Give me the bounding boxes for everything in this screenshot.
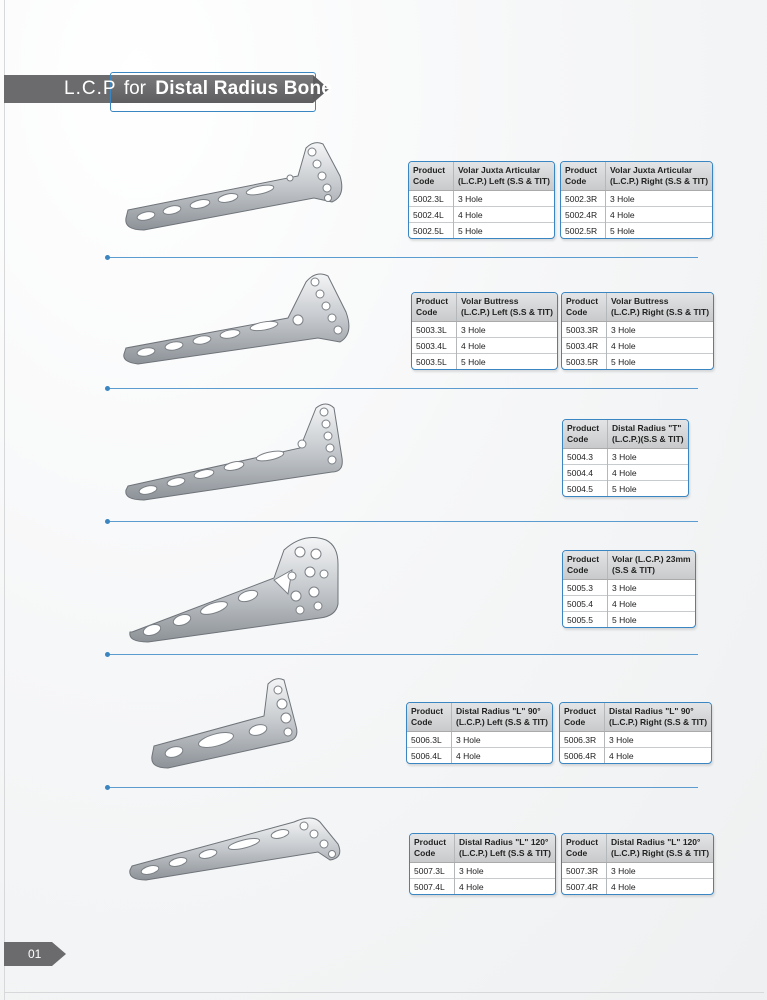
header-product-code: Product Code	[410, 834, 455, 863]
header-description: Volar Buttress (L.C.P.) Left (S.S & TIT)	[457, 293, 557, 322]
section-divider	[108, 787, 698, 788]
table-row: 5003.5L 5 Hole	[412, 354, 557, 370]
header-product-code: Product Code	[409, 162, 454, 191]
table-row: 5003.5R 5 Hole	[562, 354, 713, 370]
header-product-code: Product Code	[563, 551, 608, 580]
product-table-5002-right	[560, 161, 713, 239]
table-row: 5004.3 3 Hole	[563, 449, 688, 465]
header-description: Volar (L.C.P.) 23mm (S.S & TIT)	[608, 551, 695, 580]
product-table-5007-right	[561, 833, 714, 895]
header-product-code: Product Code	[412, 293, 457, 322]
table-row: 5007.3L 3 Hole	[410, 863, 555, 879]
table-row: 5002.5L 5 Hole	[409, 223, 554, 239]
product-table-5003-left	[411, 292, 558, 370]
table-row: 5002.5R 5 Hole	[561, 223, 712, 239]
plate-image-juxta-articular	[118, 138, 348, 234]
table-row: 5005.5 5 Hole	[563, 612, 695, 628]
product-table-5006-right	[559, 702, 712, 764]
table-row: 5002.4R 4 Hole	[561, 207, 712, 223]
table-row: 5006.3L 3 Hole	[407, 732, 552, 748]
product-table-5007-left	[409, 833, 556, 895]
header-description: Volar Buttress (L.C.P.) Right (S.S & TIT)	[607, 293, 714, 322]
table-row: 5005.4 4 Hole	[563, 596, 695, 612]
table-row: 5004.4 4 Hole	[563, 465, 688, 481]
header-description: Distal Radius "L" 90° (L.C.P.) Left (S.S & TIT)	[452, 703, 552, 732]
table-row: 5007.4L 4 Hole	[410, 879, 555, 895]
section-divider	[108, 388, 698, 389]
plate-image-volar-23mm	[124, 534, 344, 644]
page-bottom-border	[4, 992, 764, 993]
product-table-5002-left	[408, 161, 555, 239]
table-row: 5006.4L 4 Hole	[407, 748, 552, 764]
header-product-code: Product Code	[561, 162, 606, 191]
plate-image-volar-buttress	[118, 268, 358, 368]
table-row: 5002.3L 3 Hole	[409, 191, 554, 207]
product-table-5005	[562, 550, 696, 628]
header-product-code: Product Code	[407, 703, 452, 732]
product-table-5006-left	[406, 702, 553, 764]
table-row: 5004.5 5 Hole	[563, 481, 688, 497]
table-row: 5005.3 3 Hole	[563, 580, 695, 596]
header-product-code: Product Code	[560, 703, 605, 732]
table-row: 5002.3R 3 Hole	[561, 191, 712, 207]
header-description: Volar Juxta Articular (L.C.P.) Right (S.S & TIT)	[606, 162, 713, 191]
product-table-5003-right	[561, 292, 714, 370]
table-row: 5003.3L 3 Hole	[412, 322, 557, 338]
title-joiner: for	[123, 78, 146, 99]
section-divider	[108, 521, 698, 522]
page-number: 01	[4, 942, 52, 966]
header-description: Distal Radius "L" 120° (L.C.P.) Left (S.S & TIT)	[455, 834, 555, 863]
header-description: Distal Radius "L" 120° (L.C.P.) Right (S.S & TIT)	[607, 834, 714, 863]
header-product-code: Product Code	[562, 293, 607, 322]
header-product-code: Product Code	[563, 420, 608, 449]
page-left-border	[4, 0, 5, 1000]
table-row: 5002.4L 4 Hole	[409, 207, 554, 223]
header-description: Distal Radius "T" (L.C.P.)(S.S & TIT)	[608, 420, 688, 449]
page-title	[64, 78, 332, 100]
table-row: 5007.4R 4 Hole	[562, 879, 713, 895]
plate-image-distal-radius-l-90	[146, 676, 306, 772]
table-row: 5006.4R 4 Hole	[560, 748, 711, 764]
header-description: Distal Radius "L" 90° (L.C.P.) Right (S.S & TIT)	[605, 703, 712, 732]
section-divider	[108, 654, 698, 655]
header-product-code: Product Code	[562, 834, 607, 863]
plate-image-distal-radius-t	[120, 402, 350, 502]
table-row: 5003.3R 3 Hole	[562, 322, 713, 338]
page-number-arrow-icon	[52, 942, 66, 966]
title-prefix: L.C.P	[64, 78, 117, 99]
table-row: 5003.4L 4 Hole	[412, 338, 557, 354]
product-table-5004	[562, 419, 689, 497]
section-divider	[108, 257, 698, 258]
title-main: Distal Radius Bone	[155, 78, 333, 99]
table-row: 5003.4R 4 Hole	[562, 338, 713, 354]
table-row: 5006.3R 3 Hole	[560, 732, 711, 748]
header-description: Volar Juxta Articular (L.C.P.) Left (S.S & TIT)	[454, 162, 554, 191]
plate-image-distal-radius-l-120	[124, 810, 344, 882]
table-row: 5007.3R 3 Hole	[562, 863, 713, 879]
